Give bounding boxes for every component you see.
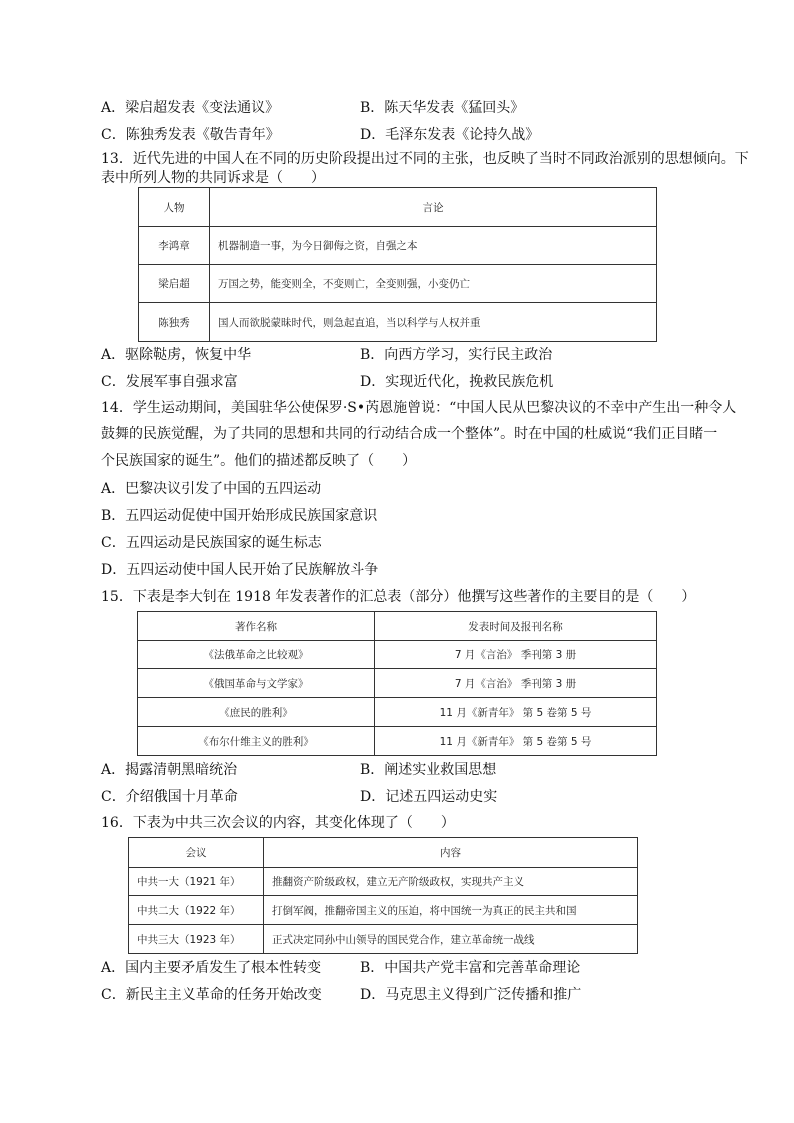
q12-option-c[interactable]: C．陈独秀发表《敬告青年》 <box>101 127 280 143</box>
q14-stem-line-1: 14．学生运动期间，美国驻华公使保罗·S•芮恩施曾说：“中国人民从巴黎决议的不幸中产生出一种令人 <box>101 400 737 416</box>
q13-stem-line-1: 13．近代先进的中国人在不同的历史阶段提出过不同的主张，也反映了当时不同政治派别的思想倾向。下 <box>101 151 749 167</box>
q14-stem-line-3: 个民族国家的诞生”。他们的描述都反映了（ ） <box>101 453 417 469</box>
table-row <box>139 265 657 303</box>
table-cell: 《布尔什维主义的胜利》 <box>138 727 375 756</box>
q12-option-d[interactable]: D．毛泽东发表《论持久战》 <box>360 127 540 143</box>
table-header-row <box>138 612 657 641</box>
q16-option-a[interactable]: A．国内主要矛盾发生了根本性转变 <box>101 960 322 976</box>
table-header-row <box>139 188 657 227</box>
q14-option-b[interactable]: B．五四运动促使中国开始形成民族国家意识 <box>101 508 378 524</box>
q14-stem-line-2: 鼓舞的民族觉醒，为了共同的思想和共同的行动结合成一个整体”。时在中国的杜威说“我们正目睹一 <box>101 426 718 442</box>
q13-option-c[interactable]: C．发展军事自强求富 <box>101 374 238 390</box>
table-row <box>139 227 657 265</box>
q16-stem-line-1: 16．下表为中共三次会议的内容，其变化体现了（ ） <box>101 815 455 831</box>
q16-option-d[interactable]: D．马克思主义得到广泛传播和推广 <box>360 987 582 1003</box>
q14-option-c[interactable]: C．五四运动是民族国家的诞生标志 <box>101 535 322 551</box>
q15-option-d[interactable]: D．记述五四运动史实 <box>360 789 498 805</box>
q12-option-b[interactable]: B．陈天华发表《猛回头》 <box>360 100 525 116</box>
table-header-cell: 著作名称 <box>138 612 375 641</box>
q15-stem-line-1: 15．下表是李大钊在 1918 年发表著作的汇总表（部分）他撰写这些著作的主要目的是（ ） <box>101 589 696 605</box>
q16-table <box>128 837 638 954</box>
table-header-cell: 会议 <box>129 838 264 868</box>
q15-table <box>137 611 657 756</box>
table-cell: 中共二大（1922 年） <box>129 896 264 925</box>
table-row <box>129 896 638 925</box>
table-cell: 正式决定同孙中山领导的国民党合作，建立革命统一战线 <box>264 925 638 954</box>
table-cell: 中共一大（1921 年） <box>129 868 264 896</box>
table-cell: 7 月《言治》 季刊第 3 册 <box>375 669 657 698</box>
table-cell: 《法俄革命之比较观》 <box>138 641 375 669</box>
table-cell: 李鸿章 <box>139 227 210 265</box>
table-cell: 梁启超 <box>139 265 210 303</box>
table-row <box>138 727 657 756</box>
table-cell: 万国之势，能变则全，不变则亡，全变则强，小变仍亡 <box>210 265 657 303</box>
table-cell: 7 月《言治》 季刊第 3 册 <box>375 641 657 669</box>
q13-stem-line-2: 表中所列人物的共同诉求是（ ） <box>101 170 325 186</box>
q14-option-a[interactable]: A．巴黎决议引发了中国的五四运动 <box>101 481 322 497</box>
table-cell: 11 月《新青年》 第 5 卷第 5 号 <box>375 698 657 727</box>
q14-option-d[interactable]: D．五四运动使中国人民开始了民族解放斗争 <box>101 562 379 578</box>
q13-option-b[interactable]: B．向西方学习，实行民主政治 <box>360 347 553 363</box>
table-cell: 推翻资产阶级政权，建立无产阶级政权，实现共产主义 <box>264 868 638 896</box>
q15-option-b[interactable]: B．阐述实业救国思想 <box>360 762 497 778</box>
q13-option-d[interactable]: D．实现近代化，挽救民族危机 <box>360 374 554 390</box>
q13-option-a[interactable]: A．驱除鞑虏，恢复中华 <box>101 347 252 363</box>
table-header-cell: 言论 <box>210 188 657 227</box>
table-cell: 陈独秀 <box>139 303 210 342</box>
table-cell: 打倒军阀，推翻帝国主义的压迫，将中国统一为真正的民主共和国 <box>264 896 638 925</box>
table-row <box>138 698 657 727</box>
table-cell: 机器制造一事，为今日御侮之资，自强之本 <box>210 227 657 265</box>
table-cell: 11 月《新青年》 第 5 卷第 5 号 <box>375 727 657 756</box>
table-cell: 《俄国革命与文学家》 <box>138 669 375 698</box>
table-header-cell: 人物 <box>139 188 210 227</box>
q15-option-a[interactable]: A．揭露清朝黑暗统治 <box>101 762 238 778</box>
q15-option-c[interactable]: C．介绍俄国十月革命 <box>101 789 238 805</box>
table-header-cell: 内容 <box>264 838 638 868</box>
table-row <box>138 641 657 669</box>
table-row <box>129 868 638 896</box>
table-cell: 中共三大（1923 年） <box>129 925 264 954</box>
q12-option-a[interactable]: A．梁启超发表《变法通议》 <box>101 100 280 116</box>
q16-option-c[interactable]: C．新民主主义革命的任务开始改变 <box>101 987 322 1003</box>
table-row <box>138 669 657 698</box>
table-header-cell: 发表时间及报刊名称 <box>375 612 657 641</box>
table-cell: 国人而欲脱蒙昧时代，则急起直追，当以科学与人权并重 <box>210 303 657 342</box>
table-row <box>139 303 657 342</box>
q13-table <box>138 187 657 342</box>
table-cell: 《庶民的胜利》 <box>138 698 375 727</box>
q16-option-b[interactable]: B．中国共产党丰富和完善革命理论 <box>360 960 581 976</box>
table-row <box>129 925 638 954</box>
table-header-row <box>129 838 638 868</box>
